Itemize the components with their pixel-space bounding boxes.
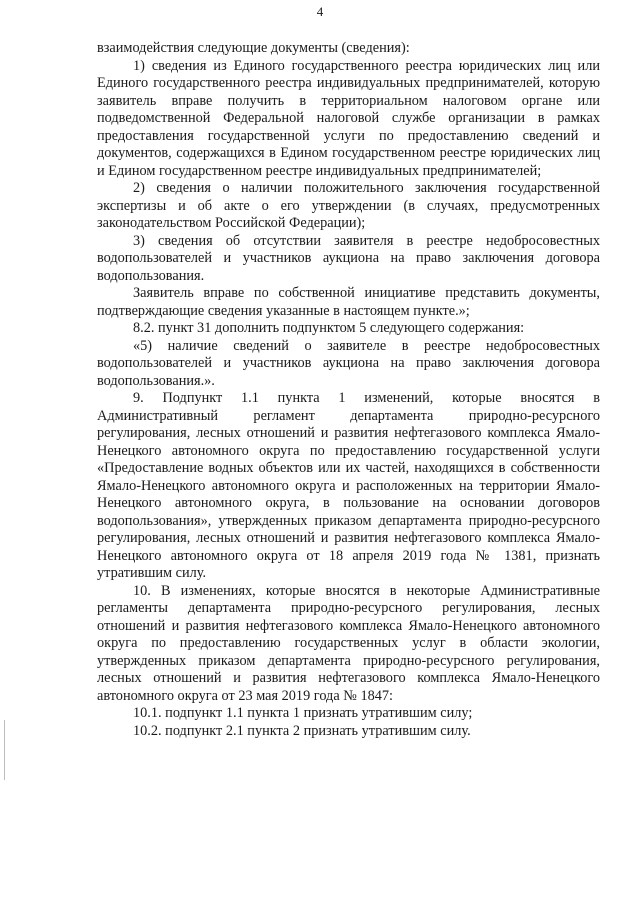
paragraph-8-2: 8.2. пункт 31 дополнить подпунктом 5 следующего содержания: [133, 320, 525, 336]
paragraph-intro: взаимодействия следующие документы (сведения): [97, 40, 410, 56]
paragraph-subitem-5: «5) наличие сведений о заявителе в реестре недобросовестных водопользователей и участников аукциона на право заключения договора водопользования.». [97, 337, 600, 389]
page-number: 4 [316, 4, 324, 19]
paragraph-9: 9. Подпункт 1.1 пункта 1 изменений, которые вносятся в Административный регламент департамента природно-ресурсного регулирования, лесных отношений и развития нефтегазового комплекса Ямало-Ненецкого автономного округа по предоставлению государственной услуги «Предоставление водных объектов или их частей, находящихся в собственности Ямало-Ненецкого автономного округа и расположенных на территории Ямало-Ненецкого автономного округа, в пользование на основании договоров водопользования», утвержденных приказом департамента природно-ресурсного регулирования, лесных отношений и развития нефтегазового комплекса Ямало-Ненецкого автономного округа от 18 апреля 2019 года № 1381, признать утратившим силу. [97, 390, 600, 581]
scan-edge-line [4, 720, 5, 780]
paragraph-item-2: 2) сведения о наличии положительного заключения государственной экспертизы и об акте о его утверждении (в случаях, предусмотренных законодательством Российской Федерации); [97, 180, 600, 231]
paragraph-10: 10. В изменениях, которые вносятся в некоторые Административные регламенты департамента природно-ресурсного регулирования, лесных отношений и развития нефтегазового комплекса Ямало-Ненецкого автономного округа по предоставлению государственных услуг в области экологии, утвержденных приказом департамента природно-ресурсного регулирования, лесных отношений и развития нефтегазового комплекса Ямало-Ненецкого автономного округа от 23 мая 2019 года № 1847: [97, 582, 600, 704]
paragraph-item-1: 1) сведения из Единого государственного реестра юридических лиц или Единого государственного реестра индивидуальных предпринимателей, которую заявитель вправе получить в территориальном налоговом органе или подведомственной Федеральной налоговой службе организации в рамках предоставления государственной услуги по предоставлению сведений и документов, содержащихся в Едином государственном реестре юридических лиц и Едином государственном реестре индивидуальных предпринимателей; [97, 57, 600, 179]
document-body [97, 40, 600, 740]
paragraph-10-2: 10.2. подпункт 2.1 пункта 2 признать утратившим силу. [133, 722, 471, 739]
paragraph-item-3: 3) сведения об отсутствии заявителя в реестре недобросовестных водопользователей и участников аукциона на право заключения договора водопользования. [97, 232, 600, 284]
paragraph-applicant-right: Заявитель вправе по собственной инициативе представить документы, подтверждающие сведения указанные в настоящем пункте.»; [97, 285, 600, 319]
paragraph-10-1: 10.1. подпункт 1.1 пункта 1 признать утратившим силу; [133, 705, 473, 721]
